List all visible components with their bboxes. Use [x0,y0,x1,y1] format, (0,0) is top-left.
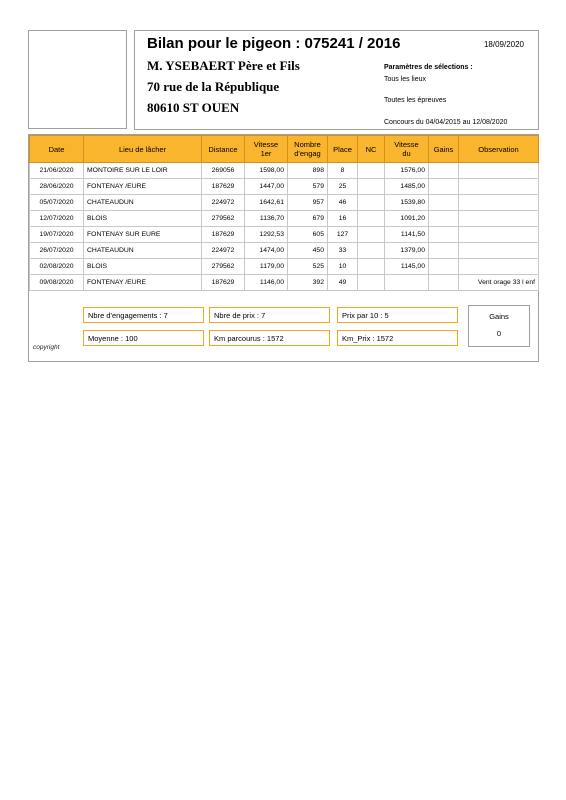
print-date: 18/09/2020 [483,40,524,49]
cell-vitesse: 1539,80 [385,195,429,211]
col-nc: NC [358,136,385,163]
cell-distance: 224972 [202,195,245,211]
cell-gains [429,275,459,291]
cell-gains [429,211,459,227]
cell-date: 19/07/2020 [30,227,84,243]
cell-place: 49 [328,275,358,291]
param-places: Tous les lieux [384,76,427,83]
km-parcourus: Km parcourus : 1572 [209,330,330,346]
cell-vitesse: 1379,00 [385,243,429,259]
cell-distance: 279562 [202,259,245,275]
cell-nc [358,243,385,259]
copyright-text: copyright [33,344,60,351]
results-panel [28,134,539,362]
results-table [29,135,539,291]
cell-lieu: BLOIS [84,211,202,227]
cell-gains [429,179,459,195]
table-row [30,163,539,179]
cell-distance: 224972 [202,243,245,259]
cell-distance: 187629 [202,179,245,195]
gains-label: Gains [489,312,509,321]
cell-observation [459,195,539,211]
cell-vitesse-1er: 1146,00 [245,275,288,291]
owner-street: 70 rue de la République [147,79,280,94]
cell-observation: Vent orage 33 l enf [459,275,539,291]
cell-vitesse-1er: 1179,00 [245,259,288,275]
cell-lieu: CHATEAUDUN [84,243,202,259]
cell-gains [429,163,459,179]
cell-date: 28/06/2020 [30,179,84,195]
owner-city: 80610 ST OUEN [147,100,240,115]
cell-vitesse: 1576,00 [385,163,429,179]
param-epreuves: Toutes les épreuves [384,97,447,104]
cell-observation [459,179,539,195]
cell-vitesse: 1485,00 [385,179,429,195]
cell-gains [429,243,459,259]
cell-vitesse: 1145,00 [385,259,429,275]
cell-nombre: 579 [288,179,328,195]
cell-distance: 187629 [202,275,245,291]
col-date: Date [30,136,84,163]
cell-date: 02/08/2020 [30,259,84,275]
cell-nc [358,275,385,291]
logo-placeholder [28,30,127,129]
cell-gains [429,195,459,211]
prix-par-10: Prix par 10 : 5 [337,307,458,323]
cell-vitesse-1er: 1292,53 [245,227,288,243]
cell-nombre: 450 [288,243,328,259]
cell-observation [459,163,539,179]
cell-vitesse-1er: 1136,70 [245,211,288,227]
cell-lieu: CHATEAUDUN [84,195,202,211]
gains-value: 0 [496,329,502,338]
cell-observation [459,243,539,259]
cell-date: 05/07/2020 [30,195,84,211]
cell-gains [429,227,459,243]
table-row [30,227,539,243]
owner-name: M. YSEBAERT Père et Fils [147,58,300,73]
cell-place: 16 [328,211,358,227]
nbre-prix: Nbre de prix : 7 [209,307,330,323]
cell-nc [358,259,385,275]
cell-vitesse-1er: 1474,00 [245,243,288,259]
cell-nombre: 392 [288,275,328,291]
cell-vitesse: 1091,20 [385,211,429,227]
cell-date: 21/06/2020 [30,163,84,179]
cell-observation [459,227,539,243]
cell-place: 127 [328,227,358,243]
moyenne: Moyenne : 100 [83,330,204,346]
col-vitesse-du: Vitesse du [385,136,429,163]
cell-vitesse-1er: 1598,00 [245,163,288,179]
nbre-engagements: Nbre d'engagements : 7 [83,307,204,323]
col-gains: Gains [429,136,459,163]
params-title: Paramètres de sélections : [384,64,473,71]
cell-lieu: FONTENAY SUR EURE [84,227,202,243]
cell-place: 33 [328,243,358,259]
cell-distance: 279562 [202,211,245,227]
table-row [30,259,539,275]
cell-gains [429,259,459,275]
cell-nombre: 957 [288,195,328,211]
col-nombre-engag: Nombre d'engag [288,136,328,163]
cell-observation [459,259,539,275]
cell-lieu: BLOIS [84,259,202,275]
cell-lieu: FONTENAY /EURE [84,275,202,291]
table-row [30,275,539,291]
col-observation: Observation [459,136,539,163]
cell-nc [358,195,385,211]
cell-nombre: 605 [288,227,328,243]
gains-box [468,305,530,347]
cell-distance: 187629 [202,227,245,243]
cell-observation [459,211,539,227]
cell-nc [358,163,385,179]
table-row [30,211,539,227]
cell-date: 12/07/2020 [30,211,84,227]
table-row [30,195,539,211]
cell-nc [358,179,385,195]
cell-vitesse-1er: 1447,00 [245,179,288,195]
cell-nombre: 525 [288,259,328,275]
cell-nombre: 898 [288,163,328,179]
cell-lieu: FONTENAY /EURE [84,179,202,195]
report-title: Bilan pour le pigeon : 075241 / 2016 [147,35,401,52]
cell-vitesse-1er: 1642,61 [245,195,288,211]
table-row [30,243,539,259]
cell-place: 10 [328,259,358,275]
col-vitesse-1er: Vitesse 1er [245,136,288,163]
cell-place: 25 [328,179,358,195]
report-header [134,30,539,130]
table-row [30,179,539,195]
km-prix: Km_Prix : 1572 [337,330,458,346]
cell-nc [358,227,385,243]
col-lieu: Lieu de lâcher [84,136,202,163]
col-place: Place [328,136,358,163]
cell-vitesse [385,275,429,291]
col-distance: Distance [202,136,245,163]
cell-date: 26/07/2020 [30,243,84,259]
table-header-row [30,136,539,163]
cell-lieu: MONTOIRE SUR LE LOIR [84,163,202,179]
cell-nombre: 679 [288,211,328,227]
cell-date: 09/08/2020 [30,275,84,291]
cell-vitesse: 1141,50 [385,227,429,243]
cell-place: 46 [328,195,358,211]
cell-place: 8 [328,163,358,179]
cell-nc [358,211,385,227]
param-concours: Concours du 04/04/2015 au 12/08/2020 [384,119,508,126]
cell-distance: 269056 [202,163,245,179]
